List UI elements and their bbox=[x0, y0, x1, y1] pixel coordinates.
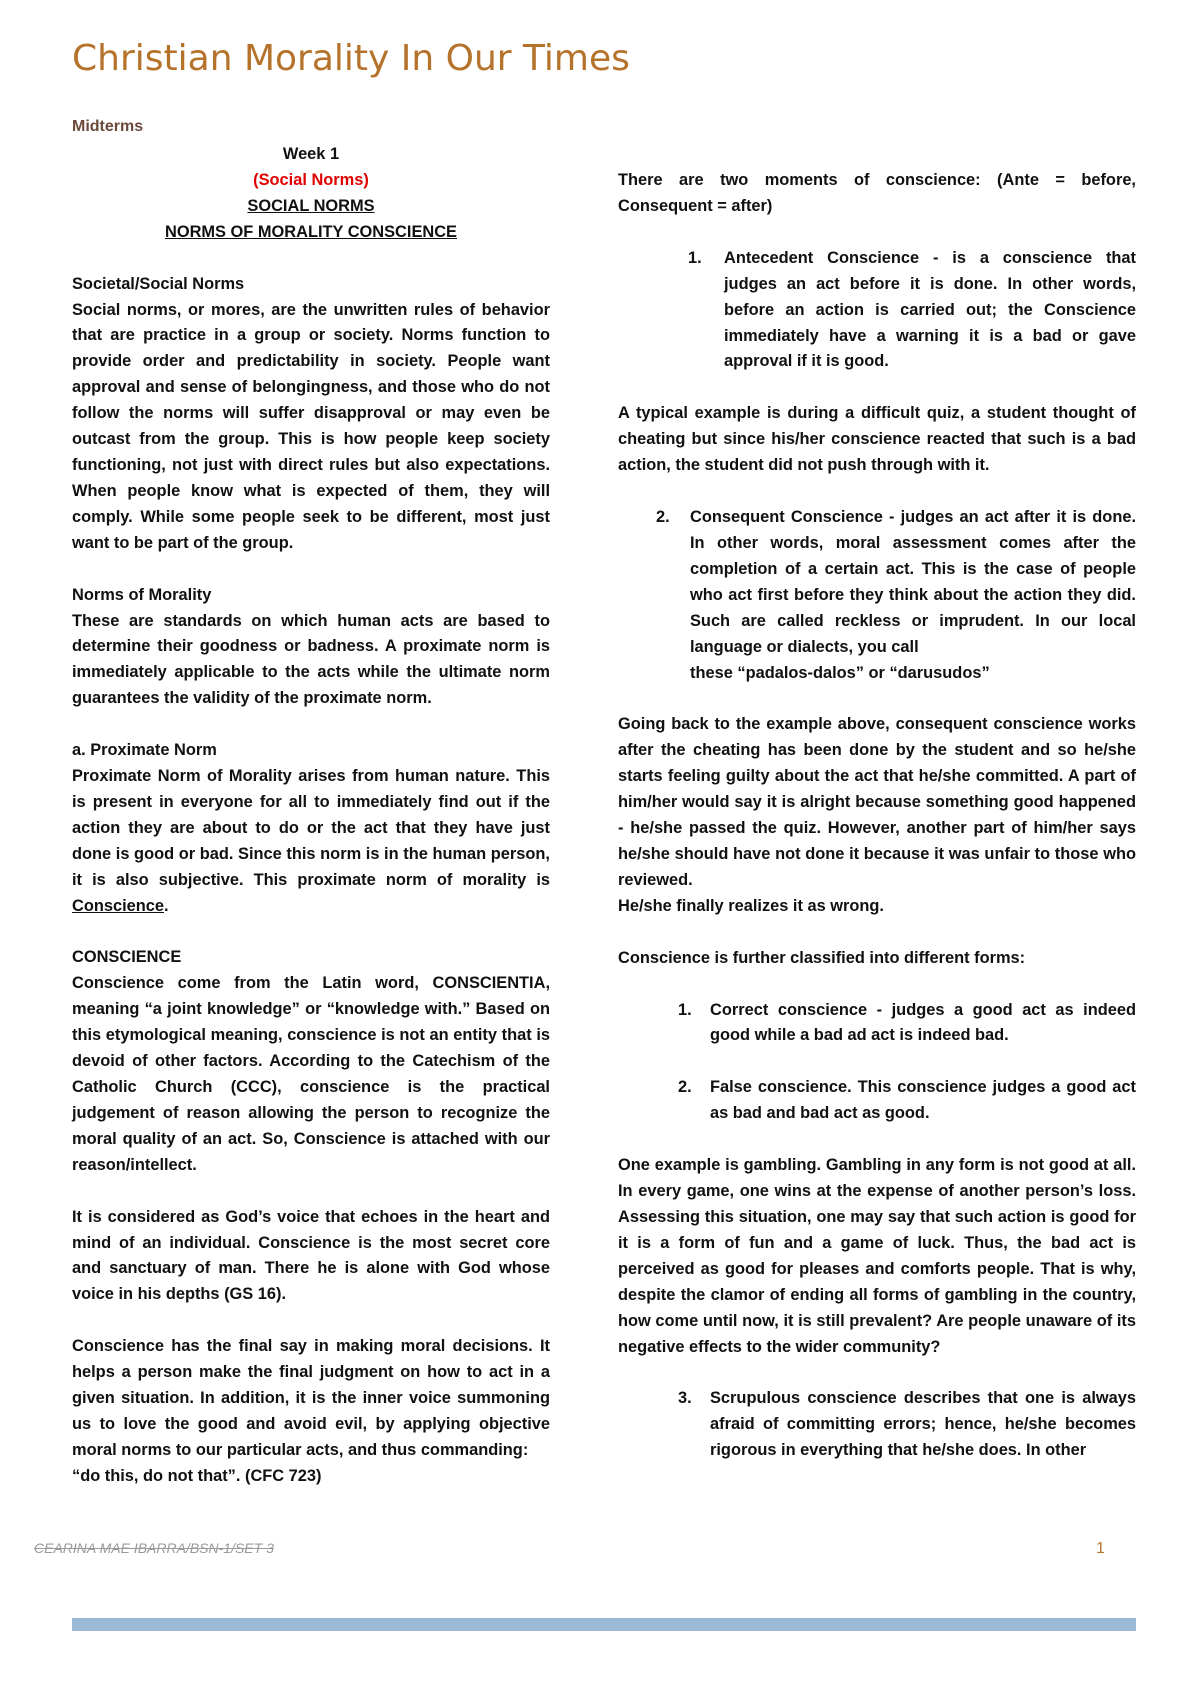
consequent-number: 2. bbox=[656, 508, 670, 527]
final-quote: “do this, do not that”. (CFC 723) bbox=[72, 1466, 322, 1485]
list-item bbox=[678, 1386, 1136, 1464]
form-text: False conscience. This conscience judges a good act as bad and bad act as good. bbox=[710, 1078, 1136, 1123]
typical-example: A typical example is during a difficult quiz, a student thought of cheating but since his/her conscience reacted that such is a bad action, the student did not push through with it. bbox=[618, 404, 1136, 475]
conscience-link: Conscience bbox=[72, 896, 165, 915]
moments-intro: There are two moments of conscience: (Ante = before, Consequent = after) bbox=[618, 171, 1136, 215]
antecedent-number: 1. bbox=[688, 248, 702, 267]
going-back: Going back to the example above, consequent conscience works after the cheating has been done by the student and so he/she starts feeling guilty about the act that he/she committed. A part of him/her would say it is alright because something good happened - he/she passed the quiz. However, another part of him/her says he/she should have not done it because it was unfair to those who reviewed. bbox=[618, 715, 1136, 889]
gambling-paragraph: One example is gambling. Gambling in any form is not good at all. In every game, one wins at the expense of another person’s loss. Assessing this situation, one may say that such action is good for it is a form of fun and a game of luck. Thus, the bad act is perceived as good for pleases and comforts people. That is why, despite the clamor of ending all forms of gambling in the country, how come until now, it is still prevalent? Are people unaware of its negative effects to the wider community? bbox=[618, 1156, 1136, 1356]
list-item bbox=[688, 246, 1136, 376]
antecedent-text: Antecedent Conscience - is a conscience that judges an act before it is done. In other words, before an action is carried out; the Conscience immediately have a warning it is a bad or gave approval if it is good. bbox=[724, 248, 1136, 371]
topic-caps: SOCIAL NORMS bbox=[247, 196, 375, 215]
antecedent-list bbox=[688, 246, 1136, 376]
consequent-text: Consequent Conscience - judges an act after it is done. In other words, moral assessment comes after the completion of a certain act. This is the case of people who act first before they think about the action they did. Such are called reckless or imprudent. In our local language or dialects, you call bbox=[690, 508, 1136, 656]
societal-heading: Societal/Social Norms bbox=[72, 274, 245, 293]
page-number: 1 bbox=[1096, 1540, 1105, 1557]
proximate-heading: a. Proximate Norm bbox=[72, 741, 217, 760]
form-number: 2. bbox=[678, 1078, 692, 1097]
conscience-heading: CONSCIENCE bbox=[72, 948, 182, 967]
topic-red: (Social Norms) bbox=[253, 170, 369, 189]
list-item bbox=[678, 1075, 1136, 1127]
list-item bbox=[656, 505, 1136, 660]
consequent-list bbox=[656, 505, 1136, 660]
footer-bar bbox=[72, 1618, 1136, 1631]
finally: He/she finally realizes it as wrong. bbox=[618, 896, 884, 915]
form-text: Correct conscience - judges a good act as indeed good while a bad ad act is indeed bad. bbox=[710, 1000, 1136, 1045]
left-column bbox=[72, 142, 550, 1490]
scrupulous-number: 3. bbox=[678, 1389, 692, 1408]
section-label: Midterms bbox=[72, 118, 144, 135]
form-number: 1. bbox=[678, 1000, 692, 1019]
societal-body: Social norms, or mores, are the unwritten rules of behavior that are practice in a group or society. Norms function to provide order and predictability in society. People want approval and sense of belongingness, and those who do not follow the norms will suffer disapproval or may even be outcast from the group. This is how people keep society functioning, not just with direct rules but also expectations. When people know what is expected of them, they will comply. While some people seek to be different, most just want to be part of the group. bbox=[72, 300, 550, 552]
list-item bbox=[678, 998, 1136, 1050]
proximate-paragraph bbox=[72, 764, 550, 919]
forms-list bbox=[678, 998, 1136, 1128]
norms-heading: Norms of Morality bbox=[72, 585, 212, 604]
conscience-body: Conscience come from the Latin word, CONSCIENTIA, meaning “a joint knowledge” or “knowledge with.” Based on this etymological meaning, conscience is not an entity that is devoid of other factors. According to the Catechism of the Catholic Church (CCC), conscience is the practical judgement of reason allowing the person to recognize the moral quality of an act. So, Conscience is attached with our reason/intellect. bbox=[72, 974, 550, 1174]
scrupulous-text: Scrupulous conscience describes that one is always afraid of committing errors; hence, he/she becomes rigorous in everything that he/she does. In other bbox=[710, 1389, 1136, 1460]
voice-body: It is considered as God’s voice that echoes in the heart and mind of an individual. Conscience is the most secret core and sanctuary of man. There he is alone with God whose voice in his depths (GS 16). bbox=[72, 1207, 550, 1304]
document-title: Christian Morality In Our Times bbox=[72, 38, 630, 79]
scrupulous-list bbox=[678, 1386, 1136, 1464]
footer-author: CEARINA MAE IBARRA/BSN-1/SET 3 bbox=[34, 1540, 274, 1556]
proximate-body: Proximate Norm of Morality arises from human nature. This is present in everyone for all to immediately find out if the action they are about to do or the act that they have just done is good or bad. Since this norm is in the human person, it is also subjective. This proximate norm of morality is bbox=[72, 767, 550, 889]
right-column bbox=[618, 168, 1136, 1464]
forms-intro: Conscience is further classified into different forms: bbox=[618, 948, 1026, 967]
final-body: Conscience has the final say in making moral decisions. It helps a person make the final judgment on how to act in a given situation. In addition, it is the inner voice summoning us to love the good and avoid evil, by applying objective moral norms to our particular acts, and thus commanding: bbox=[72, 1337, 550, 1459]
topic-sub: NORMS OF MORALITY CONSCIENCE bbox=[164, 222, 457, 241]
proximate-end: . bbox=[164, 896, 169, 915]
week-heading: Week 1 bbox=[282, 145, 340, 163]
consequent-last: these “padalos-dalos” or “darusudos” bbox=[690, 663, 990, 682]
norms-body: These are standards on which human acts are based to determine their goodness or badness. A proximate norm is immediately applicable to the acts while the ultimate norm guarantees the validity of the proximate norm. bbox=[72, 611, 550, 708]
